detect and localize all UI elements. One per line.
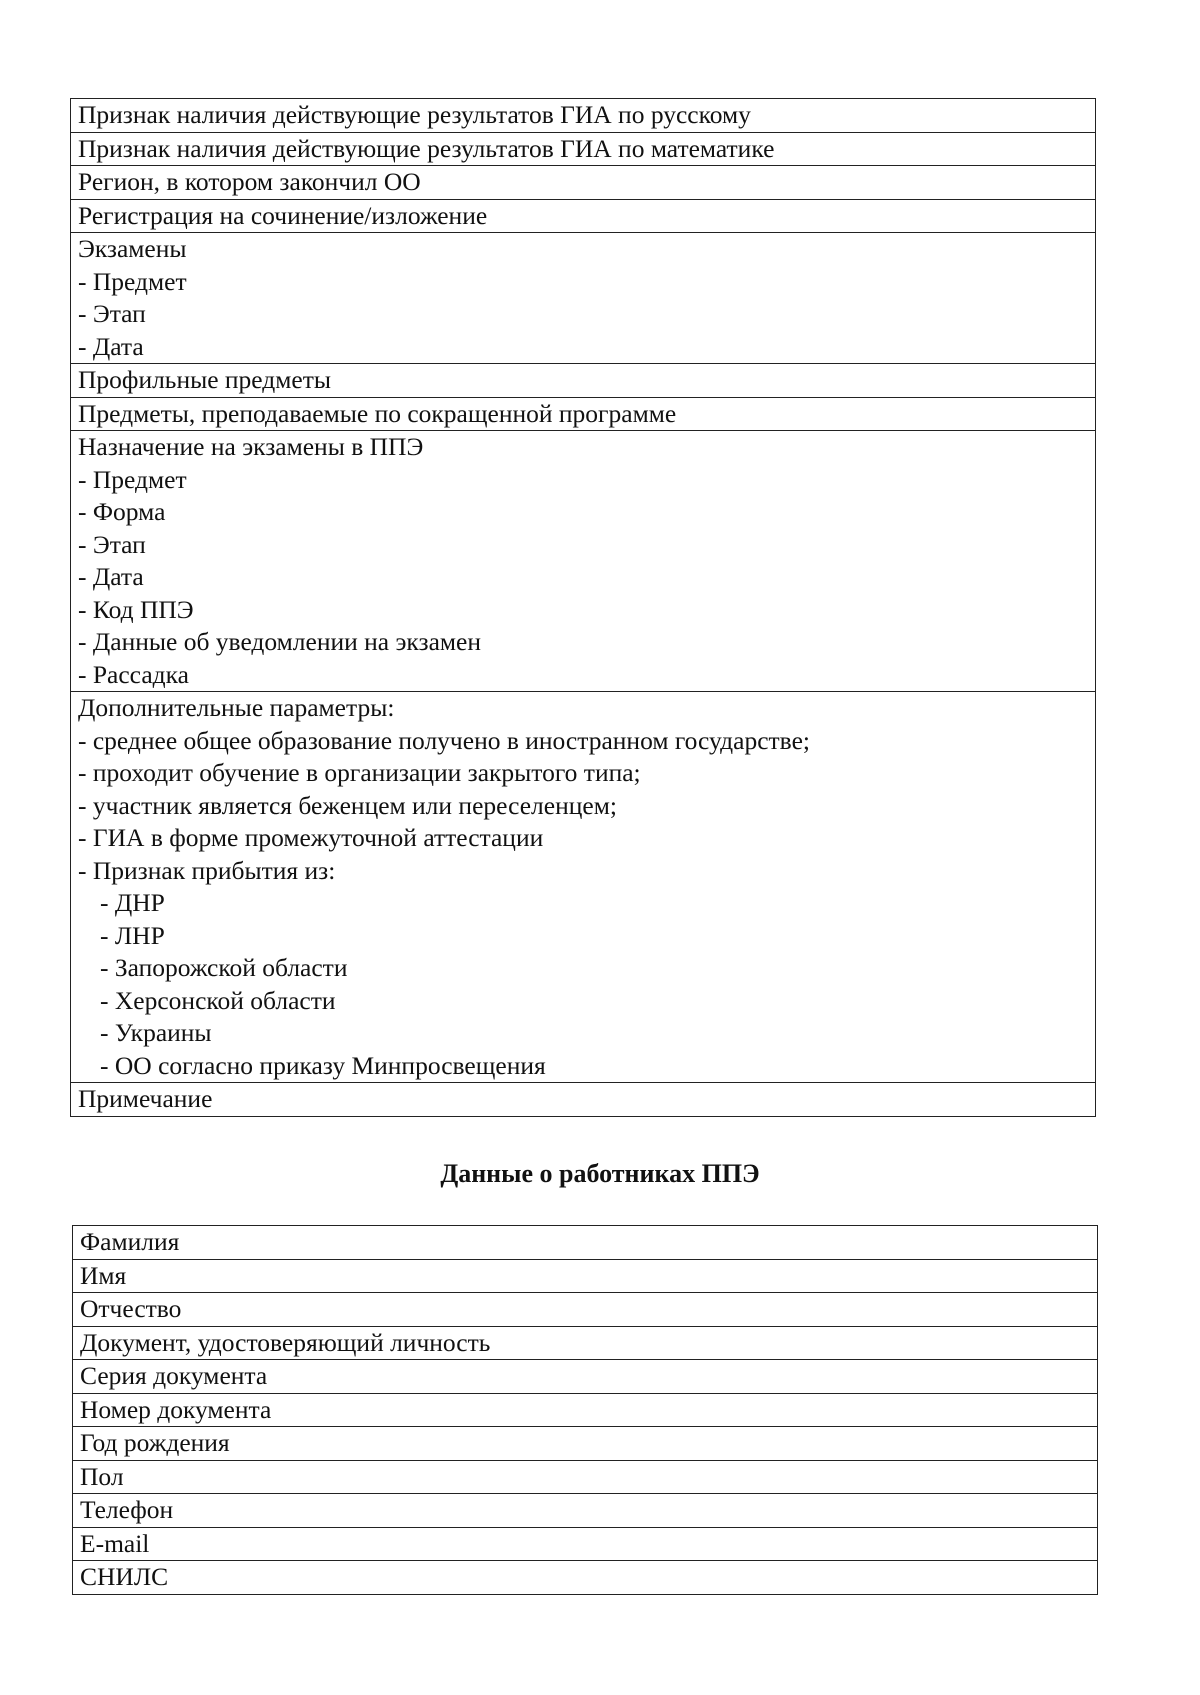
row-sublist-item: - Запорожской области — [100, 953, 348, 982]
row-list-item: - Предмет — [78, 266, 187, 296]
row-list-item: - Признак прибытия из: — [78, 855, 336, 885]
row-list-item: - Форма — [78, 497, 166, 526]
table-row — [71, 132, 1095, 166]
row-list-item: - участник является беженцем или переселенцем; — [78, 790, 617, 820]
row-sublist-item: - ОО согласно приказу Минпросвещения — [100, 1050, 546, 1080]
table-row — [71, 430, 1095, 691]
table-row: E-mail — [73, 1527, 1097, 1561]
row-list-item: - ГИА в форме промежуточной аттестации — [78, 823, 544, 852]
row-text: Регион, в котором закончил ОО — [78, 167, 421, 196]
row-list-item: - Данные об уведомлении на экзамен — [78, 627, 481, 656]
table-row: Телефон — [73, 1493, 1097, 1527]
row-list-item: - среднее общее образование получено в иностранном государстве; — [78, 725, 810, 755]
row-list-item: - Дата — [78, 562, 144, 591]
staff-data-table — [72, 1225, 1098, 1595]
table-row — [71, 99, 1095, 132]
table-row: Год рождения — [73, 1426, 1097, 1460]
row-text: Профильные предметы — [78, 365, 331, 394]
table-row — [71, 232, 1095, 363]
table-row — [71, 397, 1095, 431]
table-row: Отчество — [73, 1292, 1097, 1326]
participant-data-table — [70, 98, 1096, 1117]
table-row — [71, 165, 1095, 199]
row-list-item: - проходит обучение в организации закрытого типа; — [78, 758, 641, 787]
row-list-item: - Рассадка — [78, 659, 189, 689]
row-sublist-item: - Херсонской области — [100, 985, 336, 1015]
row-list-item: - Этап — [78, 299, 146, 328]
table-row: СНИЛС — [73, 1560, 1097, 1594]
table-row — [71, 363, 1095, 397]
table-row: Серия документа — [73, 1359, 1097, 1393]
table-row: Номер документа — [73, 1393, 1097, 1427]
section-heading: Данные о работниках ППЭ — [440, 1159, 760, 1188]
table-row: Фамилия — [80, 1227, 180, 1256]
table-row: Имя — [73, 1259, 1097, 1293]
row-text: Примечание — [78, 1084, 213, 1113]
row-sublist-item: - ЛНР — [100, 920, 165, 950]
row-list-item: - Дата — [78, 331, 144, 361]
row-text: Дополнительные параметры: — [78, 693, 395, 722]
row-list-item: - Предмет — [78, 464, 187, 494]
row-sublist-item: - ДНР — [100, 888, 165, 917]
table-row — [71, 199, 1095, 233]
row-text: Признак наличия действующие результатов ГИА по русскому — [78, 100, 751, 129]
row-text: Экзамены — [78, 234, 187, 263]
row-list-item: - Этап — [78, 529, 146, 559]
table-row — [71, 1082, 1095, 1116]
row-text: Назначение на экзамены в ППЭ — [78, 432, 424, 461]
row-sublist-item: - Украины — [100, 1018, 212, 1047]
row-text: Признак наличия действующие результатов ГИА по математике — [78, 133, 775, 163]
table-row: Документ, удостоверяющий личность — [73, 1326, 1097, 1360]
row-text: Предметы, преподаваемые по сокращенной программе — [78, 398, 677, 428]
table-row: Пол — [73, 1460, 1097, 1494]
table-row — [71, 691, 1095, 1082]
row-text: Регистрация на сочинение/изложение — [78, 200, 488, 230]
row-list-item: - Код ППЭ — [78, 594, 194, 624]
